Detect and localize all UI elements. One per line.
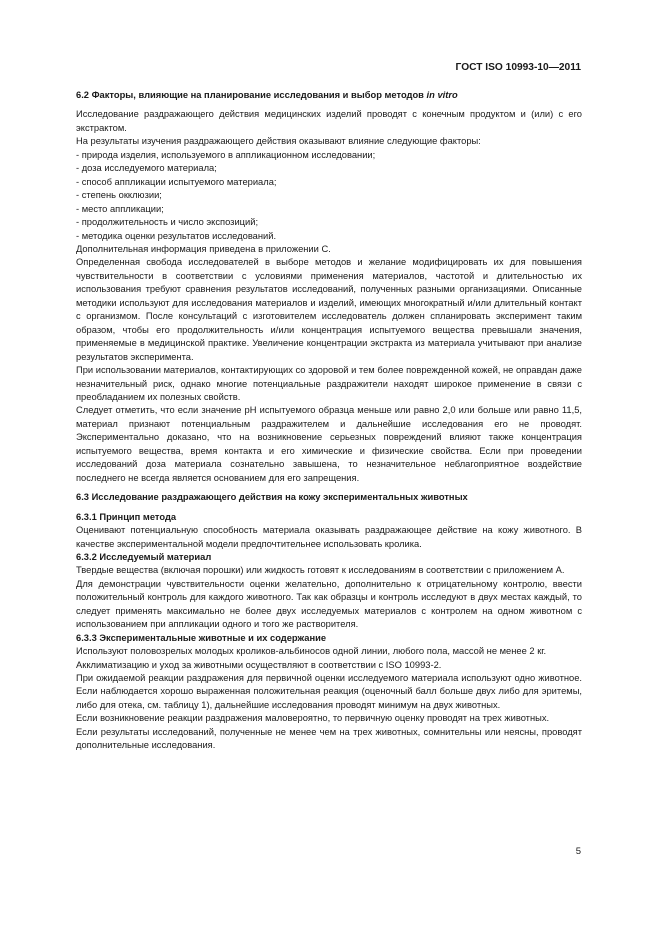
paragraph: Определенная свобода исследователей в выборе методов и желание модифицировать их для повышения чувствительности в соответствии с условиями применения материалов, частотой и длительностью их использования требуют сравнения результатов исследований, полученных разными организациями. Описанные методики используют для исследования материалов и изделий, имеющих многократный и/или длительный контакт с организмом. После консультаций с изготовителем исследователь должен спланировать эксперимент таким образом, чтобы его продолжительность и/или концентрация испытуемого вещества превышали значения, применяемые в медицинской практике. Увеличение концентрации экстракта из материала учитывают при анализе результатов эксперимента.: [76, 257, 582, 362]
factor-list: [76, 149, 582, 243]
list-item: - степень окклюзии;: [76, 190, 162, 201]
section-title-italic: in vitro: [426, 90, 458, 100]
paragraph: Дополнительная информация приведена в приложении С.: [76, 243, 331, 254]
list-item: - доза исследуемого материала;: [76, 163, 217, 174]
paragraph: Если результаты исследований, полученные не менее чем на трех животных, сомнительны или неясны, проводят дополнительные исследования.: [76, 726, 582, 751]
section-heading-6-2: [76, 89, 582, 102]
paragraph: При использовании материалов, контактирующих со здоровой и тем более поврежденной кожей, не оправдан даже незначительный риск, однако многие потенциальные раздражители находят широкое применение в связи с преобладанием их полезных свойств.: [76, 365, 582, 402]
section-title: 6.2 Факторы, влияющие на планирование исследования и выбор методов: [76, 90, 424, 100]
list-item: - способ аппликации испытуемого материала;: [76, 176, 277, 187]
paragraph: Следует отметить, что если значение pH испытуемого образца меньше или равно 2,0 или больше или равно 11,5, материал признают потенциальным раздражителем и дальнейшие исследования его не проводят. Экспериментально доказано, что на возникновение серьезных повреждений влияют также концентрация испытуемого вещества, время контакта и его химические и физические свойства. Если при проведении исследований доза материала сознательно завышена, то незначительное неблагоприятное воздействие последнего не всегда является основанием для его запрещения.: [76, 405, 582, 483]
paragraph: Акклиматизацию и уход за животными осуществляют в соответствии с ISO 10993-2.: [76, 659, 442, 670]
paragraph: Если возникновение реакции раздражения маловероятно, то первичную оценку проводят на трех животных.: [76, 713, 550, 724]
paragraph: Твердые вещества (включая порошки) или жидкость готовят к исследованиям в соответствии с приложением А.: [76, 565, 565, 576]
list-item: - продолжительность и число экспозиций;: [76, 217, 259, 228]
paragraph: На результаты изучения раздражающего действия оказывают влияние следующие факторы:: [76, 136, 481, 147]
document-id: ГОСТ ISO 10993-10—2011: [455, 62, 581, 73]
list-item: - место аппликации;: [76, 203, 164, 214]
list-item: - природа изделия, используемого в аппликационном исследовании;: [76, 149, 376, 160]
paragraph: Оценивают потенциальную способность материала оказывать раздражающее действие на кожу животного. В качестве экспериментальной модели предпочтительнее использовать кролика.: [76, 525, 582, 549]
page-number: 5: [575, 846, 581, 857]
document-body: [76, 89, 582, 753]
subsection-heading: 6.3.1 Принцип метода: [76, 511, 177, 522]
subsection-heading: 6.3.2 Исследуемый материал: [76, 551, 212, 562]
paragraph: Для демонстрации чувствительности оценки желательно, дополнительно к отрицательному контролю, ввести положительный контроль для каждого животного. Так как образцы и контроль исследуют в двух местах каждый, то следует применять максимально не более двух исследуемых материалов с контролем на одном животном с использованием при аппликации одного и того же растворителя.: [76, 578, 582, 630]
paragraph: [76, 108, 582, 135]
subsection-heading: 6.3.3 Экспериментальные животные и их содержание: [76, 632, 327, 643]
paragraph: Используют половозрелых молодых кроликов-альбиносов одной линии, любого пола, массой не менее 2 кг.: [76, 646, 547, 657]
paragraph: При ожидаемой реакции раздражения для первичной оценки исследуемого материала используют одно животное. Если наблюдается хорошо выраженная положительная реакция (оценочный балл больше двух либо для эритемы, либо для отека, см. таблицу 1), дальнейшие исследования проводят минимум на двух животных.: [76, 673, 582, 710]
section-heading-6-3: 6.3 Исследование раздражающего действия на кожу экспериментальных животных: [76, 492, 468, 503]
list-item: - методика оценки результатов исследований.: [76, 230, 277, 241]
paragraph-text: Исследование раздражающего действия медицинских изделий проводят с конечным продуктом и (или) с его экстрактом.: [76, 109, 582, 133]
